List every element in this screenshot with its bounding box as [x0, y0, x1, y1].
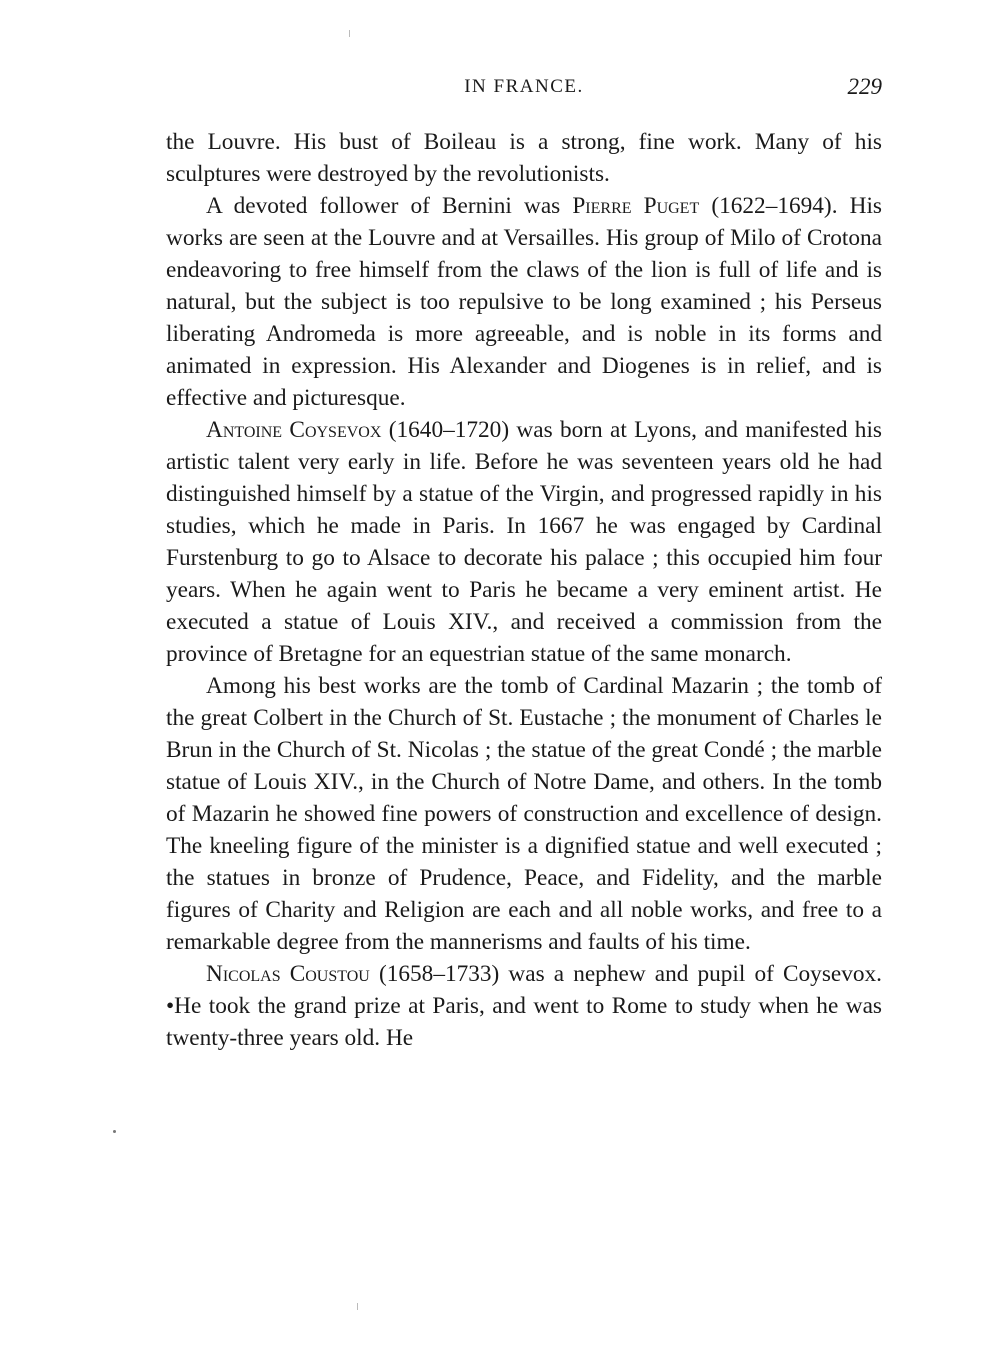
running-head — [166, 72, 882, 102]
text-segment: A devoted follower of Bernini was — [206, 193, 573, 219]
paragraph-5 — [166, 958, 882, 1054]
person-name-nicolas-coustou: Nicolas Coustou — [206, 961, 370, 987]
body-text — [166, 126, 882, 1054]
text-segment: (1658–1733) was a nephew and pupil of Coysevox. •He took the grand prize at Paris, and went to Rome to study when he was twenty-three years old. He — [166, 961, 882, 1051]
paragraph-3 — [166, 414, 882, 670]
margin-speck — [113, 1130, 116, 1133]
page-number: 229 — [847, 74, 882, 99]
paragraph-4 — [166, 670, 882, 958]
text-segment: Among his best works are the tomb of Cardinal Mazarin ; the tomb of the great Colbert in the Church of St. Eustache ; the monument of Charles le Brun in the Church of St. Nicolas ; the statue of the great Condé ; the marble statue of Louis XIV., in the Church of Notre Dame, and others. In the tomb of Mazarin he showed fine powers of construction and excellence of design. The kneeling figure of the minister is a dignified statue and well executed ; the statues in bronze of Prudence, Peace, and Fidelity, and the marble figures of Charity and Religion are each and all noble works, and free to a remarkable degree from the mannerisms and faults of his time. — [166, 673, 882, 955]
person-name-antoine-coysevox: Antoine Coysevox — [206, 417, 382, 443]
text-segment: (1622–1694). His works are seen at the Louvre and at Versailles. His group of Milo of Crotona endeavoring to free himself from the claws of the lion is full of life and is natural, but the subject is too repulsive to be long examined ; his Perseus liberating Andromeda is more agreeable, and is noble in its forms and animated in expression. His Alexander and Diogenes is in relief, and is effective and picturesque. — [166, 193, 882, 411]
paragraph-1 — [166, 126, 882, 190]
bottom-margin-mark — [357, 1303, 358, 1310]
person-name-pierre-puget: Pierre Puget — [572, 193, 700, 219]
text-segment: the Louvre. His bust of Boileau is a strong, fine work. Many of his sculptures were destroyed by the revolutionists. — [166, 129, 882, 187]
text-segment: (1640–1720) was born at Lyons, and manifested his artistic talent very early in life. Before he was seventeen years old he had distinguished himself by a statue of the Virgin, and progressed rapidly in his studies, which he made in Paris. In 1667 he was engaged by Cardinal Furstenburg to go to Alsace to decorate his palace ; this occupied him four years. When he again went to Paris he became a very eminent artist. He executed a statue of Louis XIV., and received a commission from the province of Bretagne for an equestrian statue of the same monarch. — [166, 417, 882, 667]
top-margin-mark — [349, 30, 350, 37]
running-head-title: IN FRANCE. — [464, 76, 584, 97]
paragraph-2 — [166, 190, 882, 414]
